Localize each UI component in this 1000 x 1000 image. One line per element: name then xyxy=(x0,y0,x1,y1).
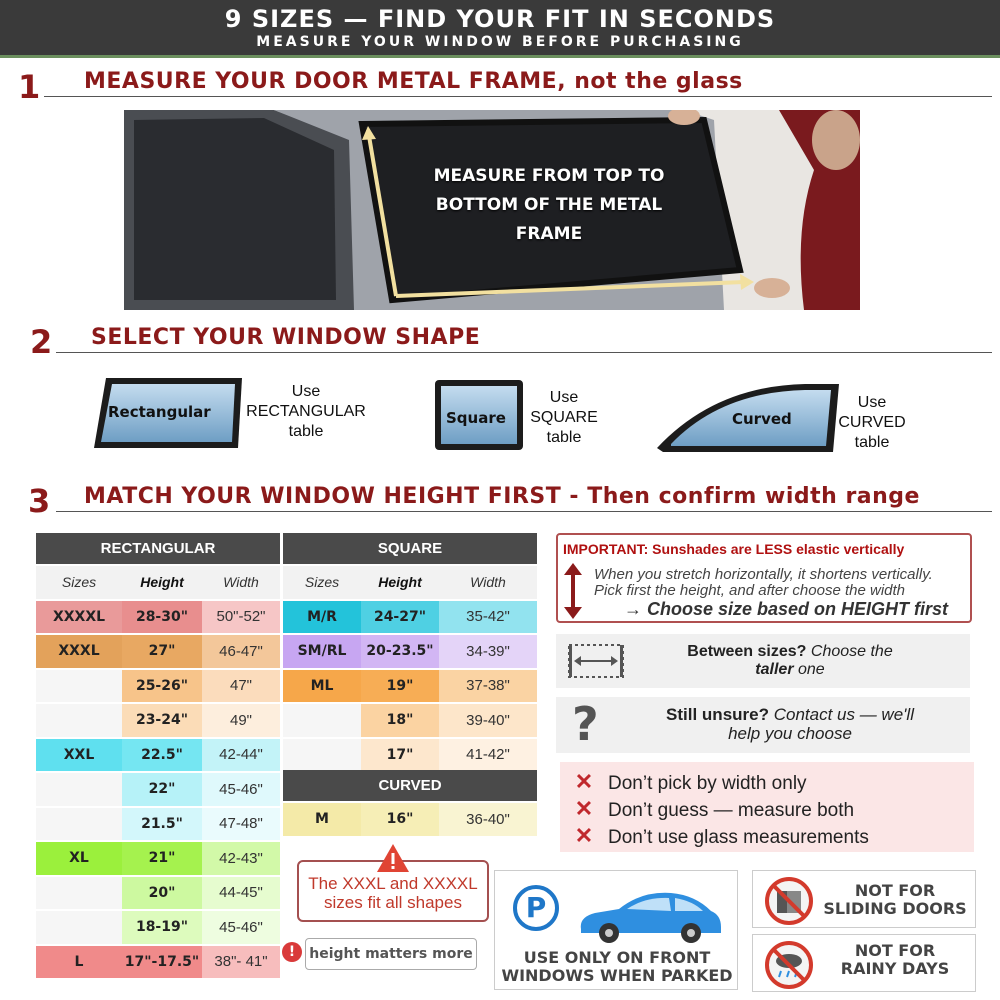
height-matters-note: height matters more xyxy=(305,938,477,970)
curved-use-3: table xyxy=(854,434,890,451)
rainy-days-text xyxy=(819,942,971,978)
fits-all-shapes-text: The XXXL and XXXXL sizes fit all shapes xyxy=(308,874,478,912)
table-row xyxy=(283,802,537,837)
square-header-width: Width xyxy=(439,565,537,600)
table-row xyxy=(283,703,537,738)
square-use-3: table xyxy=(546,429,582,446)
size-cell xyxy=(283,703,361,738)
table-row xyxy=(36,807,280,842)
x-icon: ✕ xyxy=(574,823,594,848)
square-header-height: Height xyxy=(361,565,439,600)
between-one: one xyxy=(793,661,825,678)
size-cell xyxy=(283,738,361,773)
square-use-1: Use xyxy=(549,389,579,406)
size-cell: XXL xyxy=(36,738,122,773)
height-cell: 25-26" xyxy=(122,669,202,704)
size-cell: M/R xyxy=(283,600,361,635)
sliding-doors-text xyxy=(819,882,971,918)
step-1-number: 1 xyxy=(18,68,41,106)
vertical-arrow-icon xyxy=(563,563,583,619)
x-icon: ✕ xyxy=(574,769,594,794)
front-windows-parked-box xyxy=(494,870,738,990)
photo-instruction-text: MEASURE FROM TOP TO BOTTOM OF THE METAL FRAME xyxy=(433,166,665,244)
step-3-rule xyxy=(56,511,992,512)
square-label: Square xyxy=(446,409,506,427)
width-cell: 49" xyxy=(202,703,280,738)
important-line-2: Pick first the height, and after choose the width xyxy=(594,582,906,599)
alert-icon: ! xyxy=(282,942,302,962)
height-cell: 18-19" xyxy=(122,910,202,945)
width-cell: 41-42" xyxy=(439,738,537,773)
width-cell: 35-42" xyxy=(439,600,537,635)
width-cell: 50"-52" xyxy=(202,600,280,635)
step-1-title: MEASURE YOUR DOOR METAL FRAME, not the glass xyxy=(84,69,743,94)
width-cell: 44-45" xyxy=(202,876,280,911)
question-icon: ? xyxy=(572,697,599,751)
size-cell: SM/RL xyxy=(283,634,361,669)
width-cell: 38"- 41" xyxy=(202,945,280,980)
warning-icon xyxy=(376,843,410,873)
square-table-title: SQUARE xyxy=(283,533,537,565)
rectangular-use-1: Use xyxy=(291,383,321,400)
table-row xyxy=(283,738,537,773)
table-row xyxy=(36,910,280,945)
rect-header-width: Width xyxy=(202,565,280,600)
width-cell: 42-43" xyxy=(202,841,280,876)
important-panel xyxy=(556,533,972,623)
height-cell: 22.5" xyxy=(122,738,202,773)
height-cell: 19" xyxy=(361,669,439,704)
height-cell: 18" xyxy=(361,703,439,738)
width-cell: 45-46" xyxy=(202,772,280,807)
width-cell: 39-40" xyxy=(439,703,537,738)
rectangular-label: Rectangular xyxy=(108,403,211,421)
table-row xyxy=(36,738,280,773)
header-subtitle: MEASURE YOUR WINDOW BEFORE PURCHASING xyxy=(256,34,744,50)
width-cell: 37-38" xyxy=(439,669,537,704)
table-row xyxy=(36,703,280,738)
dont-text: Don’t guess — measure both xyxy=(608,800,855,821)
no-sliding-door-icon xyxy=(763,875,815,927)
curved-use-2: CURVED xyxy=(838,414,906,431)
curved-label: Curved xyxy=(732,410,792,428)
table-row xyxy=(283,600,537,635)
rect-header-sizes: Sizes xyxy=(36,565,122,600)
height-cell: 27" xyxy=(122,634,202,669)
rect-header-height: Height xyxy=(122,565,202,600)
height-cell: 24-27" xyxy=(361,600,439,635)
height-cell: 17" xyxy=(361,738,439,773)
width-cell: 47" xyxy=(202,669,280,704)
parked-text xyxy=(495,949,739,985)
list-item xyxy=(560,768,974,795)
height-cell: 17"-17.5" xyxy=(122,945,202,980)
between-sizes-panel xyxy=(556,634,970,688)
header-title: 9 SIZES — FIND YOUR FIT IN SECONDS xyxy=(224,5,776,33)
no-rain-icon xyxy=(763,939,815,991)
dont-text: Don’t pick by width only xyxy=(608,773,807,794)
sliding-line-2: SLIDING DOORS xyxy=(823,899,967,918)
size-cell xyxy=(36,669,122,704)
table-row xyxy=(283,634,537,669)
height-cell: 28-30" xyxy=(122,600,202,635)
curved-size-table xyxy=(283,770,537,838)
list-item xyxy=(560,795,974,822)
table-row xyxy=(36,876,280,911)
rain-line-2: RAINY DAYS xyxy=(840,959,950,978)
unsure-bold: Still unsure? xyxy=(666,705,769,724)
step-3-number: 3 xyxy=(28,482,51,520)
curved-table-title: CURVED xyxy=(283,770,537,802)
size-cell xyxy=(36,772,122,807)
width-cell: 47-48" xyxy=(202,807,280,842)
list-item xyxy=(560,822,974,849)
size-cell: M xyxy=(283,802,361,837)
step-2-title: SELECT YOUR WINDOW SHAPE xyxy=(91,325,481,350)
width-measure-icon xyxy=(566,642,626,680)
still-unsure-text xyxy=(630,705,950,743)
table-row xyxy=(36,841,280,876)
parking-icon: P xyxy=(513,885,559,931)
size-cell: L xyxy=(36,945,122,980)
unsure-rest: Contact us — we'll xyxy=(769,705,914,724)
donts-panel xyxy=(560,762,974,852)
square-header-sizes: Sizes xyxy=(283,565,361,600)
width-cell: 46-47" xyxy=(202,634,280,669)
x-icon: ✕ xyxy=(574,796,594,821)
height-cell: 16" xyxy=(361,802,439,837)
rectangular-use-3: table xyxy=(288,423,324,440)
rectangular-size-table xyxy=(36,533,280,980)
car-icon xyxy=(575,885,725,945)
step-3-title: MATCH YOUR WINDOW HEIGHT FIRST - Then confirm width range xyxy=(84,484,920,509)
size-cell: XXXXL xyxy=(36,600,122,635)
parked-line-1: USE ONLY ON FRONT xyxy=(523,948,711,967)
table-row xyxy=(36,600,280,635)
size-cell: ML xyxy=(283,669,361,704)
width-cell: 42-44" xyxy=(202,738,280,773)
height-cell: 23-24" xyxy=(122,703,202,738)
still-unsure-panel xyxy=(556,697,970,753)
width-cell: 36-40" xyxy=(439,802,537,837)
size-cell xyxy=(36,703,122,738)
width-cell: 34-39" xyxy=(439,634,537,669)
table-row xyxy=(283,669,537,704)
between-bold: Between sizes? xyxy=(687,643,807,660)
sliding-line-1: NOT FOR xyxy=(854,881,936,900)
table-row xyxy=(36,945,280,980)
parked-line-2: WINDOWS WHEN PARKED xyxy=(501,966,733,985)
unsure-line-2: help you choose xyxy=(728,724,852,743)
table-row xyxy=(36,634,280,669)
curved-use-text xyxy=(830,393,914,453)
height-cell: 21.5" xyxy=(122,807,202,842)
step-2-rule xyxy=(56,352,992,353)
rectangular-use-2: RECTANGULAR xyxy=(246,403,366,420)
rectangular-table-title: RECTANGULAR xyxy=(36,533,280,565)
step-2-number: 2 xyxy=(30,323,53,361)
measure-photo xyxy=(124,110,860,310)
square-use-text xyxy=(520,388,608,448)
height-cell: 20-23.5" xyxy=(361,634,439,669)
square-use-2: SQUARE xyxy=(530,409,598,426)
not-for-sliding-doors-box xyxy=(752,870,976,928)
size-cell: XXXL xyxy=(36,634,122,669)
curved-use-1: Use xyxy=(857,394,887,411)
size-cell xyxy=(36,910,122,945)
between-taller: taller xyxy=(755,661,794,678)
header-banner xyxy=(0,0,1000,58)
table-row xyxy=(36,669,280,704)
between-rest: Choose the xyxy=(806,643,893,660)
height-cell: 21" xyxy=(122,841,202,876)
rain-line-1: NOT FOR xyxy=(854,941,936,960)
size-cell xyxy=(36,807,122,842)
dont-text: Don’t use glass measurements xyxy=(608,827,869,848)
width-cell: 45-46" xyxy=(202,910,280,945)
size-cell: XL xyxy=(36,841,122,876)
height-cell: 22" xyxy=(122,772,202,807)
important-line-3: → Choose size based on HEIGHT first xyxy=(624,599,949,619)
size-cell xyxy=(36,876,122,911)
table-row xyxy=(36,772,280,807)
step-1-rule xyxy=(44,96,992,97)
square-size-table xyxy=(283,533,537,773)
height-cell: 20" xyxy=(122,876,202,911)
important-title: IMPORTANT: Sunshades are LESS elastic vertically xyxy=(563,541,905,557)
important-line-1: When you stretch horizontally, it shortens vertically. xyxy=(594,566,933,583)
not-for-rainy-days-box xyxy=(752,934,976,992)
between-sizes-text xyxy=(640,643,940,679)
rectangular-use-text xyxy=(238,382,374,442)
